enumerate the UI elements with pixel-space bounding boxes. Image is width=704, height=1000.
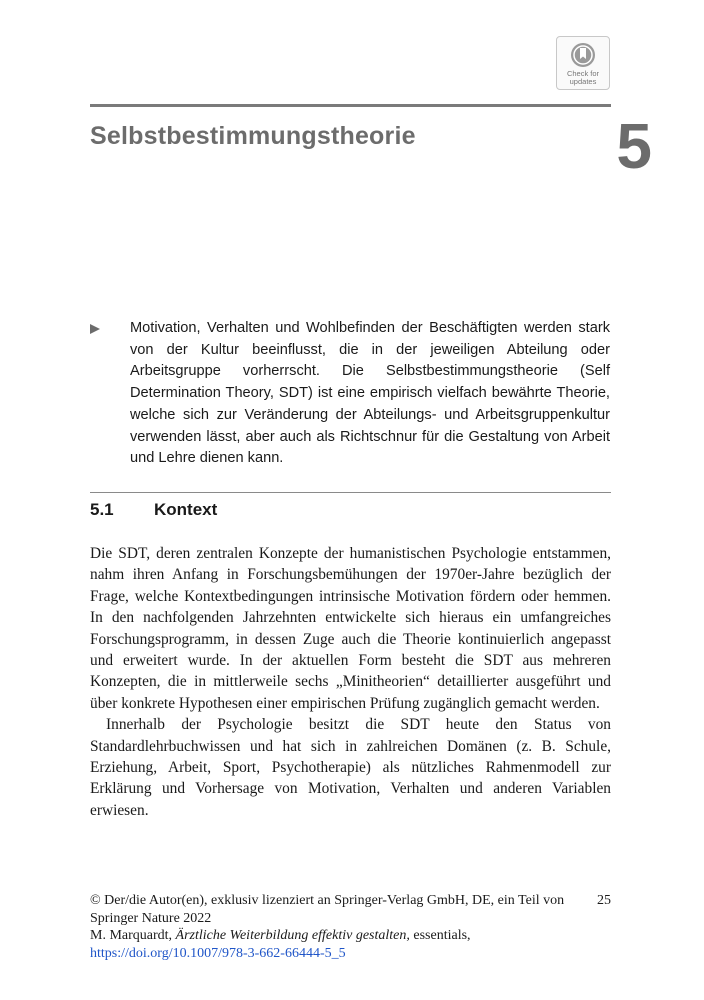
check-for-updates-badge[interactable] bbox=[556, 36, 610, 90]
badge-label bbox=[557, 70, 609, 86]
citation-series: essentials, bbox=[409, 928, 471, 944]
citation-author: M. Marquardt, bbox=[90, 928, 176, 944]
body-paragraph-1: Die SDT, deren zentralen Konzepte der humanistischen Psychologie entstammen, nahm ihren Anfang in Forschungsbemühungen der 1970er-Jahre bezüglich der Frage, welche Kontextbedingungen intrinsische Motivation fördern oder hemmen. In den nachfolgenden Jahrzehnten entwickelte sich hieraus ein umfangreiches Forschungsprogramm, in dessen Zuge auch die Theorie kontinuierlich angepasst und erweitert wurde. In der aktuellen Form besteht die SDT aus mehreren Konzepten, die in mittlerweile sechs „Minitheorien“ detaillierter ausgeführt und über konkrete Hypothesen einer empirischen Prüfung zugänglich gemacht werden. bbox=[90, 545, 611, 712]
section-rule bbox=[90, 492, 611, 493]
citation-line bbox=[90, 927, 611, 945]
section-number: 5.1 bbox=[90, 500, 114, 519]
section-heading bbox=[90, 498, 217, 522]
page-number: 25 bbox=[597, 893, 611, 908]
badge-label-line2: updates bbox=[569, 77, 597, 86]
body-text bbox=[90, 543, 611, 821]
badge-label-line1: Check for bbox=[566, 69, 600, 78]
chapter-number: 5 bbox=[616, 110, 652, 182]
page-footer bbox=[90, 892, 611, 962]
citation-title: Ärztliche Weiterbildung effektiv gestalten, bbox=[175, 928, 410, 944]
body-paragraph-2: Innerhalb der Psychologie besitzt die SDT heute den Status von Standardlehrbuchwissen und hat sich in zahlreichen Domänen (z. B. Schule, Erziehung, Arbeit, Sport, Psychotherapie) als nützliches Rahmenmodell zur Erklärung und Vorhersage von Motivation, Verhalten und anderen Variablen erwiesen. bbox=[90, 716, 611, 819]
abstract-text: Motivation, Verhalten und Wohlbefinden der Beschäftigten werden stark von der Kultur beeinflusst, die in der jeweiligen Abteilung oder Arbeitsgruppe vorherrscht. Die Selbstbestimmungstheorie (Self Determination Theory, SDT) ist eine empirisch vielfach bewährte Theorie, welche sich zur Veränderung der Abteilungs- und Arbeitsgruppenkultur verwenden lässt, aber auch als Richtschnur für die Gestaltung von Arbeit und Lehre dienen kann. bbox=[130, 320, 610, 467]
triangle-bullet-icon bbox=[90, 324, 100, 334]
chapter-abstract bbox=[90, 318, 610, 470]
bookmark-ribbon-icon bbox=[570, 42, 596, 68]
doi-link[interactable]: https://doi.org/10.1007/978-3-662-66444-5_5 bbox=[90, 945, 346, 961]
copyright-notice: © Der/die Autor(en), exklusiv lizenziert an Springer-Verlag GmbH, DE, ein Teil von Springer Nature 2022 bbox=[90, 893, 565, 926]
chapter-top-rule bbox=[90, 104, 611, 107]
section-title: Kontext bbox=[154, 500, 218, 519]
chapter-title: Selbstbestimmungstheorie bbox=[90, 122, 416, 150]
